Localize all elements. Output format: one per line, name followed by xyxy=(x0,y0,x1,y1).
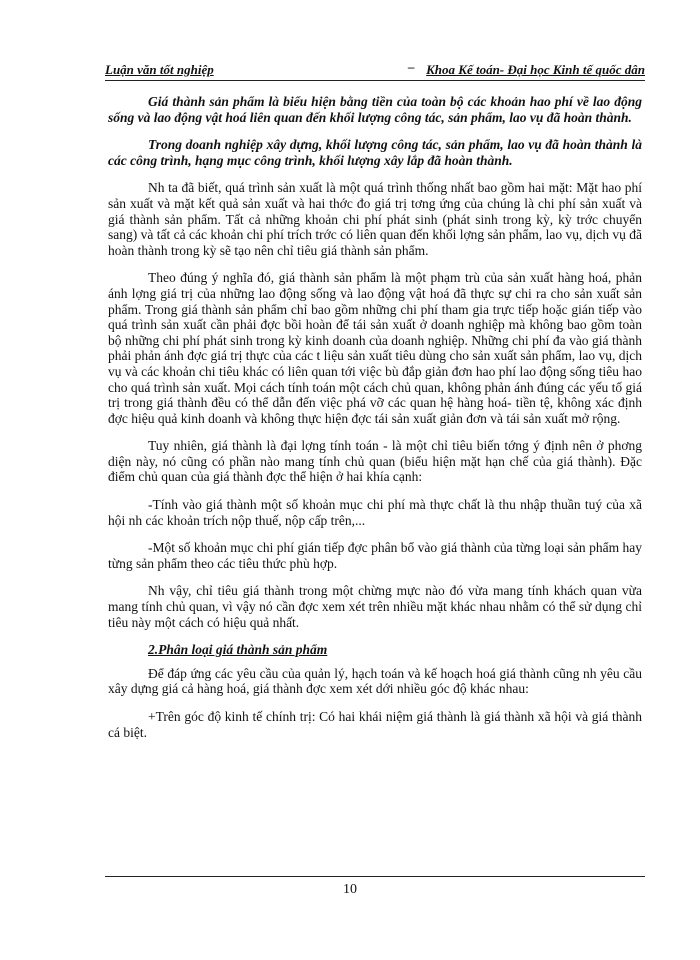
body-paragraph: Để đáp ứng các yêu cầu của quản lý, hạch toán và kế hoạch hoá giá thành cũng nh yêu cầu xây dựng giá cả hàng hoá, giá thành đợc xem xét dới nhiều góc độ khác nhau: xyxy=(108,665,642,697)
list-item-paragraph: -Một số khoản mục chi phí gián tiếp đợc phân bổ vào giá thành của từng loại sản phẩm hay từng sản phẩm theo các tiêu thức phù hợp. xyxy=(108,540,642,571)
header-faculty: Khoa Kế toán- Đại học Kinh tế quốc dân xyxy=(426,62,645,77)
construction-definition-paragraph: Trong doanh nghiệp xây dựng, khối lượng công tác, sản phẩm, lao vụ đã hoàn thành là các công trình, hạng mục công trình, khối lượng xây lắp đã hoàn thành. xyxy=(108,137,642,168)
body-paragraph: Nh ta đã biết, quá trình sản xuất là một quá trình thống nhất bao gồm hai mặt: Mặt hao phí sản xuất và mặt kết quả sản xuất và hai thớc đo giá trị tơng ứng của chúng là chi phí sản xuất và giá thành sản phẩm. Tất cả những khoản chi phí phát sinh (phát sinh trong kỳ, kỳ trớc chuyển sang) và tất cả các khoản chi phí trích trớc có liên quan đến khối lợng sản phẩm, lao vụ, dịch vụ đã hoàn thành trong kỳ sẽ tạo nên chỉ tiêu giá thành sản phẩm. xyxy=(108,180,642,258)
list-item-paragraph: -Tính vào giá thành một số khoản mục chi phí mà thực chất là thu nhập thuần tuý của xã hội nh các khoản trích nộp thuế, nộp cấp trên,... xyxy=(108,497,642,528)
body-paragraph: +Trên góc độ kinh tế chính trị: Có hai khái niệm giá thành là giá thành xã hội và giá thành cá biệt. xyxy=(108,709,642,740)
body-paragraph: Theo đúng ý nghĩa đó, giá thành sản phẩm là một phạm trù của sản xuất hàng hoá, phản ánh lợng giá trị của những lao động sống và lao động vật hoá đã thực sự chi ra cho sản xuất sản phẩm. Trong giá thành sản phẩm chỉ bao gồm những chi phí tham gia trực tiếp hoặc gián tiếp vào quá trình sản xuất cần phải đợc bồi hoàn để tái sản xuất ở doanh nghiệp mà không bao gồm toàn bộ những chi phí phát sinh trong kỳ kinh doanh của doanh nghiệp. Những chi phí đa vào giá thành phải phản ánh đợc giá trị thực của các t liệu sản xuất tiêu dùng cho sản xuất sản phẩm, lao vụ, dịch vụ và các khoản chi tiêu khác có liên quan tới việc bù đắp giản đơn hao phí lao động sống tiêu hao cho quá trình sản xuất. Mọi cách tính toán một cách chủ quan, không phản ánh đúng các yếu tố giá trị trong giá thành đều có thể dẫn đến việc phá vỡ các quan hệ hàng hoá- tiền tệ, không xác định đợc hiệu quả kinh doanh và không thực hiện đợc tái sản xuất giản đơn và tái sản xuất mở rộng. xyxy=(108,270,642,426)
document-body xyxy=(108,94,642,752)
definition-paragraph: Giá thành sản phẩm là biểu hiện bằng tiền của toàn bộ các khoản hao phí về lao động sống và lao động vật hoá liên quan đến khối lượng công tác, sản phẩm, lao vụ đã hoàn thành. xyxy=(108,94,642,125)
page-header xyxy=(105,59,645,80)
body-paragraph: Tuy nhiên, giá thành là đại lợng tính toán - là một chỉ tiêu biến tớng ý định nên ở phơng diện này, nó cũng có phần nào mang tính chủ quan (biểu hiện mặt hạn chế của giá thành). Đặc điểm chủ quan của giá thành đợc thể hiện ở hai khía cạnh: xyxy=(108,438,642,485)
section-heading: 2.Phân loại giá thành sản phẩm xyxy=(148,642,328,658)
page-number: 10 xyxy=(343,882,357,897)
header-thesis-title: Luận văn tốt nghiệp xyxy=(105,62,214,77)
body-paragraph: Nh vậy, chỉ tiêu giá thành trong một chừng mực nào đó vừa mang tính khách quan vừa mang tính chủ quan, vì vậy nó cần đợc xem xét trên nhiều mặt khác nhau nhằm có thể sử dụng chỉ tiêu này một cách có hiệu quả nhất. xyxy=(108,583,642,630)
header-rule xyxy=(105,80,645,81)
footer-rule xyxy=(105,876,645,877)
header-dash: – xyxy=(408,59,415,74)
